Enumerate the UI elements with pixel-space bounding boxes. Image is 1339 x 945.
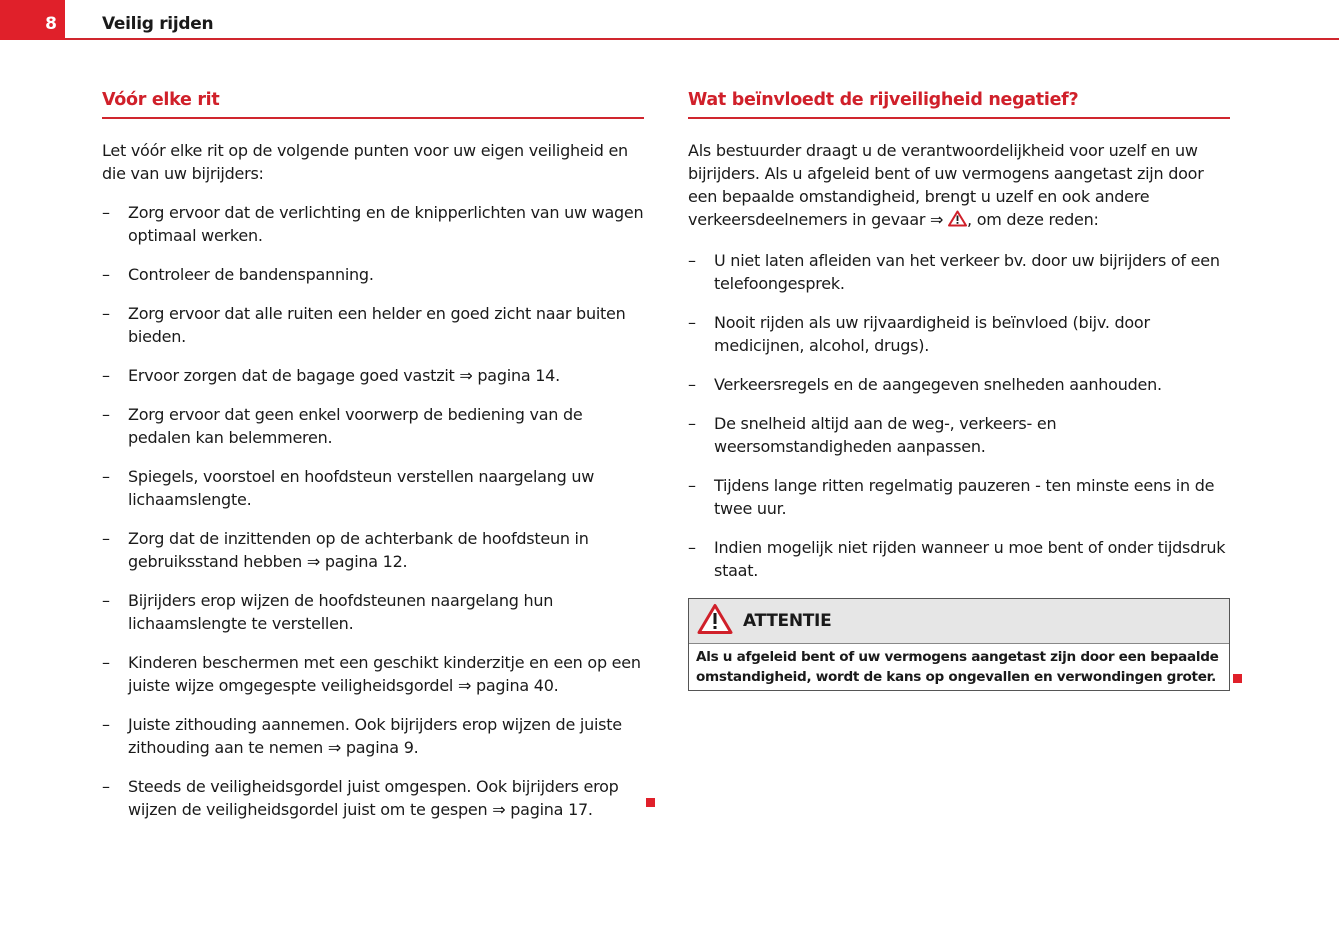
- warning-box: [688, 598, 1230, 691]
- dash-bullet: –: [102, 715, 110, 734]
- list-item: [688, 474, 1230, 520]
- list-item-text: Zorg dat de inzittenden op de achterbank de hoofdsteun in gebruiksstand hebben ⇒ pagina 12.: [128, 529, 589, 571]
- list-item: [688, 249, 1230, 295]
- dash-bullet: –: [102, 265, 110, 284]
- list-item: [688, 412, 1230, 458]
- list-item: [102, 713, 644, 759]
- dash-bullet: –: [688, 414, 696, 433]
- dash-bullet: –: [102, 203, 110, 222]
- section-intro: Let vóór elke rit op de volgende punten voor uw eigen veiligheid en die van uw bijrijders:: [102, 141, 628, 183]
- intro-text-end: , om deze reden:: [967, 210, 1099, 229]
- dash-bullet: –: [102, 304, 110, 323]
- list-item-text: De snelheid altijd aan de weg-, verkeers- en weersomstandigheden aanpassen.: [714, 414, 1057, 456]
- dash-bullet: –: [688, 476, 696, 495]
- list-item-text: U niet laten afleiden van het verkeer bv. door uw bijrijders of een telefoongesprek.: [714, 251, 1220, 293]
- dash-bullet: –: [688, 538, 696, 557]
- dash-bullet: –: [688, 313, 696, 332]
- list-item-text: Spiegels, voorstoel en hoofdsteun verstellen naargelang uw lichaamslengte.: [128, 467, 595, 509]
- warning-triangle-icon: [697, 603, 733, 639]
- list-item-text: Juiste zithouding aannemen. Ook bijrijders erop wijzen de juiste zithouding aan te nemen ⇒ pagina 9.: [128, 715, 622, 757]
- list-item-text: Indien mogelijk niet rijden wanneer u moe bent of onder tijdsdruk staat.: [714, 538, 1226, 580]
- page-number: 8: [45, 14, 57, 34]
- list-item: [688, 536, 1230, 582]
- warning-header: [689, 599, 1229, 644]
- list-item-text: Kinderen beschermen met een geschikt kinderzitje en een op een juiste wijze omgegespte veiligheidsgordel ⇒ pagina 40.: [128, 653, 641, 695]
- dash-bullet: –: [102, 591, 110, 610]
- risk-list: [688, 249, 1230, 582]
- list-item: [102, 465, 644, 511]
- warning-triangle-icon: [948, 210, 967, 233]
- right-column: [688, 88, 1230, 691]
- list-item: [102, 651, 644, 697]
- dash-bullet: –: [102, 467, 110, 486]
- section-end-marker: [646, 798, 655, 807]
- list-item-text: Verkeersregels en de aangegeven snelheden aanhouden.: [714, 375, 1162, 394]
- list-item: [102, 263, 644, 286]
- list-item-text: Zorg ervoor dat alle ruiten een helder en goed zicht naar buiten bieden.: [128, 304, 626, 346]
- dash-bullet: –: [102, 405, 110, 424]
- list-item-text: Steeds de veiligheidsgordel juist omgespen. Ook bijrijders erop wijzen de veiligheidsgordel juist om te gespen ⇒ pagina 17.: [128, 777, 619, 819]
- dash-bullet: –: [102, 653, 110, 672]
- page-number-tab: [0, 0, 65, 40]
- list-item: [688, 311, 1230, 357]
- list-item: [102, 201, 644, 247]
- dash-bullet: –: [688, 375, 696, 394]
- list-item-text: Zorg ervoor dat geen enkel voorwerp de bediening van de pedalen kan belemmeren.: [128, 405, 583, 447]
- list-item-text: Controleer de bandenspanning.: [128, 265, 374, 284]
- list-item-text: Zorg ervoor dat de verlichting en de knipperlichten van uw wagen optimaal werken.: [128, 203, 644, 245]
- left-column: [102, 88, 644, 837]
- dash-bullet: –: [102, 777, 110, 796]
- section-title-before-trip: Vóór elke rit: [102, 88, 644, 119]
- section-end-marker: [1233, 674, 1242, 683]
- list-item: [688, 373, 1230, 396]
- header-divider: [65, 38, 1339, 40]
- dash-bullet: –: [102, 529, 110, 548]
- list-item-text: Nooit rijden als uw rijvaardigheid is beïnvloed (bijv. door medicijnen, alcohol, drugs).: [714, 313, 1150, 355]
- checklist: [102, 201, 644, 821]
- list-item-text: Tijdens lange ritten regelmatig pauzeren - ten minste eens in de twee uur.: [714, 476, 1215, 518]
- intro-text: Als bestuurder draagt u de verantwoordelijkheid voor uzelf en uw bijrijders. Als u afgeleid bent of uw vermogens aangetast zijn door een bepaalde omstandigheid, brengt u uzelf en ook andere verkeersdeelnemers in gevaar ⇒: [688, 141, 1204, 229]
- list-item: [102, 775, 644, 821]
- dash-bullet: –: [102, 366, 110, 385]
- section-intro: [688, 139, 1230, 233]
- list-item-text: Bijrijders erop wijzen de hoofdsteunen naargelang hun lichaamslengte te verstellen.: [128, 591, 554, 633]
- chapter-title: Veilig rijden: [102, 14, 214, 34]
- list-item: [102, 527, 644, 573]
- list-item: [102, 364, 644, 387]
- list-item-text: Ervoor zorgen dat de bagage goed vastzit ⇒ pagina 14.: [128, 366, 560, 385]
- list-item: [102, 589, 644, 635]
- list-item: [102, 302, 644, 348]
- section-title-negative-influences: Wat beïnvloedt de rijveiligheid negatief?: [688, 88, 1230, 119]
- dash-bullet: –: [688, 251, 696, 270]
- warning-label: ATTENTIE: [743, 611, 832, 631]
- list-item: [102, 403, 644, 449]
- warning-text: Als u afgeleid bent of uw vermogens aangetast zijn door een bepaalde omstandigheid, wordt de kans op ongevallen en verwondingen groter.: [696, 649, 1219, 685]
